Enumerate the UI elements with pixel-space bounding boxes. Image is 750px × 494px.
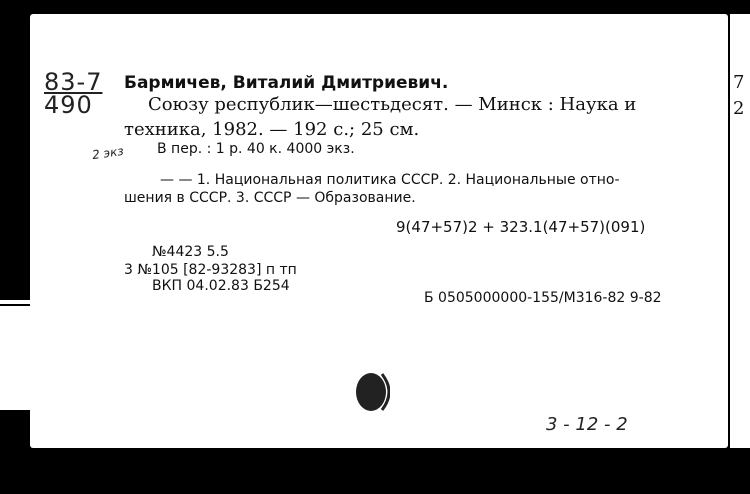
price-code: Б 0505000000-155/М316-82 9-82 (424, 290, 662, 306)
author-heading: Бармичев, Виталий Дмитриевич. (124, 73, 449, 93)
scan-left-border (0, 0, 30, 494)
edge-handwritten-mark: 7 2 (733, 72, 745, 119)
scan-bottom-border (0, 448, 750, 494)
scan-left-paper-edge (0, 300, 30, 410)
title-line-2: техника, 1982. — 192 с.; 25 см. (124, 119, 420, 140)
binding-price-line: В пер. : 1 р. 40 к. 4000 экз. (157, 141, 355, 157)
bottom-handwritten-mark: 3 - 12 - 2 (546, 414, 628, 435)
control-number-3: ВКП 04.02.83 Б254 (152, 278, 290, 294)
subjects-line-1: — — 1. Национальная политика СССР. 2. Национальные отно- (160, 172, 620, 188)
call-number-top: 83-7 (44, 68, 103, 96)
control-number-2: 3 №105 [82-93283] п тп (124, 262, 297, 278)
card-punch-hole (352, 368, 390, 414)
call-number-bottom: 490 (44, 91, 93, 119)
classification-index: 9(47+57)2 + 323.1(47+57)(091) (396, 218, 646, 236)
subjects-line-2: шения в СССР. 3. СССР — Образование. (124, 190, 416, 206)
handwritten-copies-note: 2 экз (91, 143, 125, 163)
title-line-1: Союзу республик—шестьдесят. — Минск : Наука и (148, 94, 637, 115)
control-number-1: №4423 5.5 (152, 244, 229, 260)
